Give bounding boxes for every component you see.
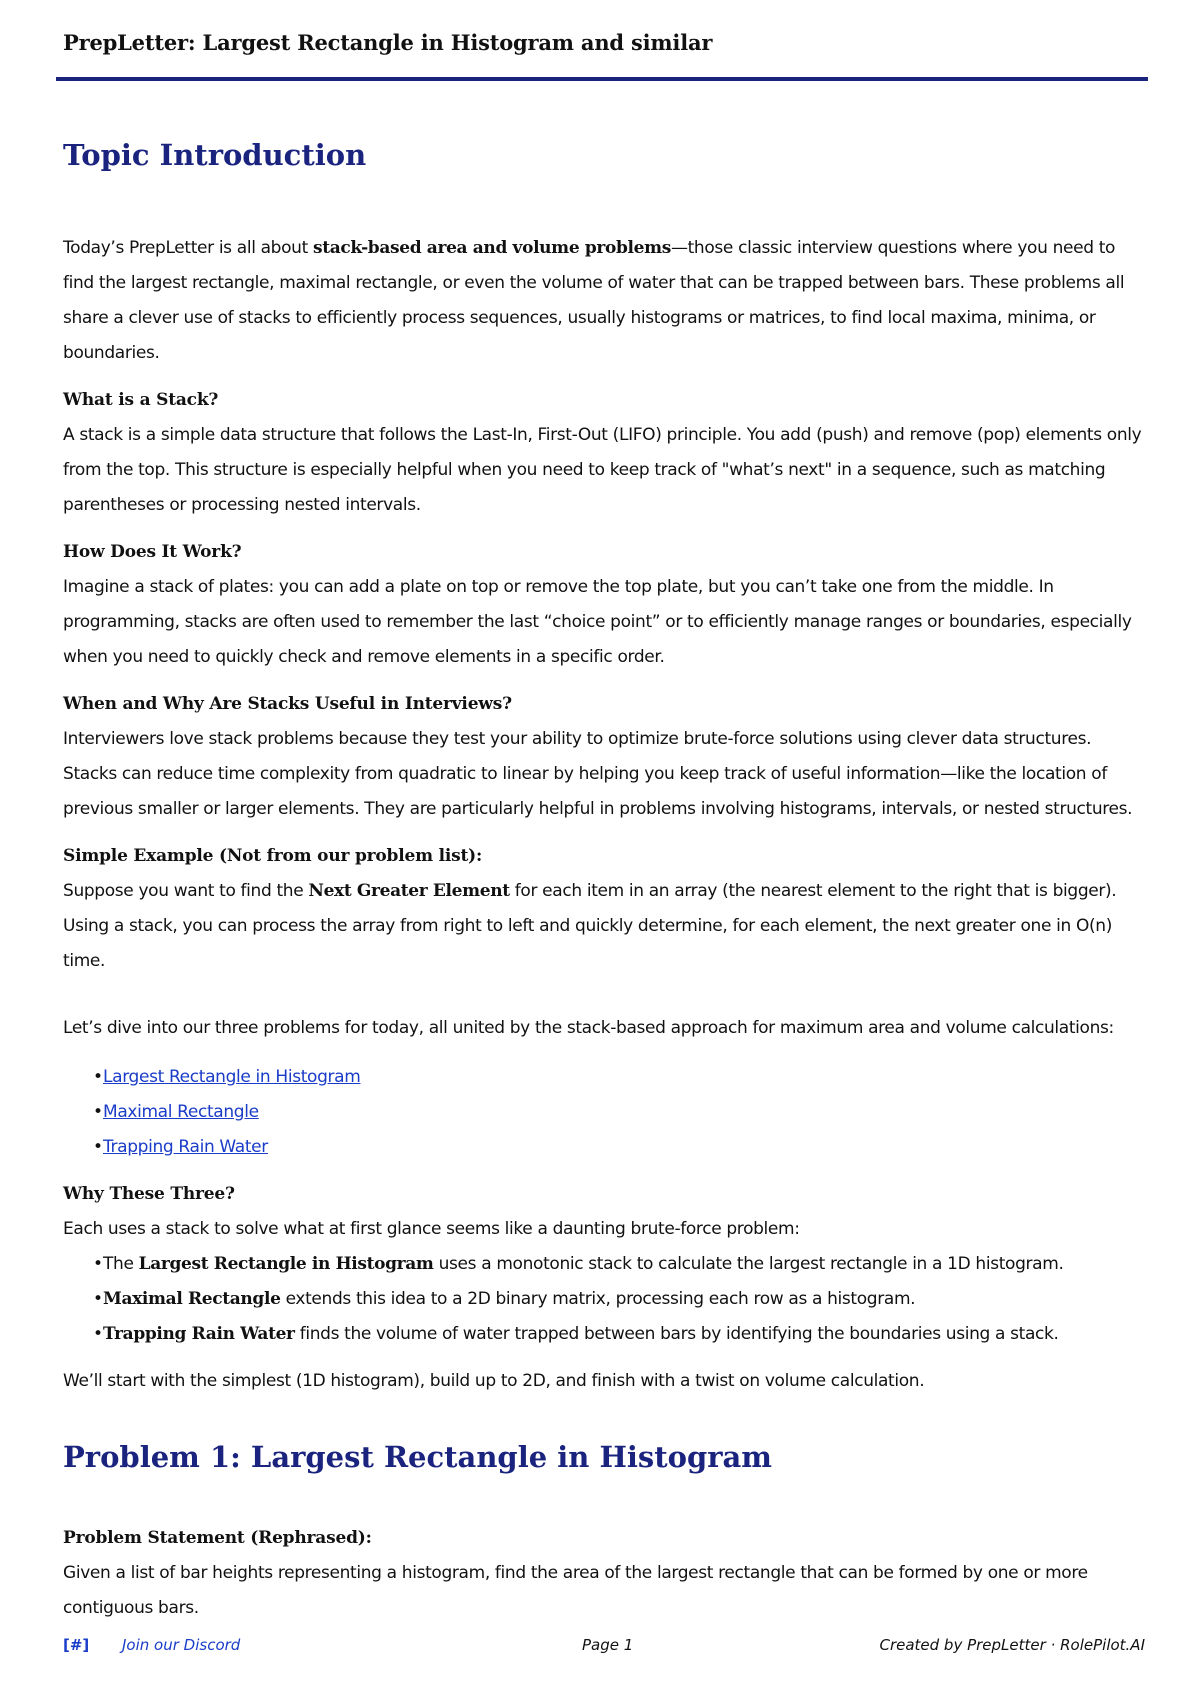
stack-paragraph: A stack is a simple data structure that follows the Last-In, First-Out (LIFO) principle. You add (push) and remove (pop) elements only from the top. This structure is especially helpful when you need to keep track of "what’s next" in a sequence, such as matching parentheses or processing nested intervals. [63, 425, 1142, 515]
example-text-rest: for each item in an array (the nearest element to the right that is bigger). Using a stack, you can process the array from right to left and quickly determine, for each element, the next greater one in O(n) time. [63, 881, 1117, 971]
anchor-link[interactable]: [#] [63, 1636, 90, 1654]
link-maximal-rectangle[interactable]: Maximal Rectangle [103, 1102, 259, 1122]
subheading-how: How Does It Work? [63, 542, 242, 562]
why-item-rest: finds the volume of water trapped between bars by identifying the boundaries using a stack. [294, 1324, 1059, 1344]
why-item-bold: Trapping Rain Water [103, 1324, 295, 1344]
list-item: •Trapping Rain Water [93, 1137, 268, 1157]
subheading-example: Simple Example (Not from our problem list): [63, 846, 483, 866]
example-text-lead: Suppose you want to find the [63, 881, 309, 901]
page-number: Page 1 [582, 1636, 634, 1654]
list-item: •Maximal Rectangle [93, 1102, 259, 1122]
problem-link-list [63, 1060, 1143, 1165]
why-item-bold: Largest Rectangle in Histogram [138, 1254, 434, 1274]
example-paragraph [63, 874, 1143, 979]
document-title: PrepLetter: Largest Rectangle in Histogram and similar [63, 30, 713, 55]
link-trapping-rain-water[interactable]: Trapping Rain Water [103, 1137, 268, 1157]
list-item: •The Largest Rectangle in Histogram uses a monotonic stack to calculate the largest rectangle in a 1D histogram. [93, 1254, 1064, 1274]
dive-paragraph: Let’s dive into our three problems for today, all united by the stack-based approach for maximum area and volume calculations: [63, 1018, 1114, 1038]
subheading-when: When and Why Are Stacks Useful in Interviews? [63, 694, 512, 714]
why-paragraph: Each uses a stack to solve what at first glance seems like a daunting brute-force problem: [63, 1219, 800, 1239]
intro-paragraph [63, 231, 1143, 371]
intro-text-bold: stack-based area and volume problems [312, 238, 671, 258]
why-item-rest: uses a monotonic stack to calculate the largest rectangle in a 1D histogram. [433, 1254, 1064, 1274]
discord-link[interactable]: Join our Discord [122, 1636, 241, 1654]
subheading-why: Why These Three? [63, 1184, 235, 1204]
list-item: •Largest Rectangle in Histogram [93, 1067, 361, 1087]
why-item-bold: Maximal Rectangle [103, 1289, 281, 1309]
link-largest-rectangle[interactable]: Largest Rectangle in Histogram [103, 1067, 361, 1087]
when-paragraph: Interviewers love stack problems because they test your ability to optimize brute-force solutions using clever data structures. Stacks can reduce time complexity from quadratic to linear by helping you keep track of useful information—like the location of previous smaller or larger elements. They are particularly helpful in problems involving histograms, intervals, or nested structures. [63, 729, 1133, 819]
main-content [63, 135, 1143, 1626]
why-item-lead: The [103, 1254, 139, 1274]
how-paragraph: Imagine a stack of plates: you can add a plate on top or remove the top plate, but you can’t take one from the middle. In programming, stacks are often used to remember the last “choice point” or to efficiently manage ranges or boundaries, especially when you need to quickly check and remove elements in a specific order. [63, 577, 1132, 667]
list-item: •Trapping Rain Water finds the volume of water trapped between bars by identifying the boundaries using a stack. [93, 1324, 1059, 1344]
intro-text-lead: Today’s PrepLetter is all about [63, 238, 313, 258]
example-text-bold: Next Greater Element [308, 881, 510, 901]
footer-credit: Created by PrepLetter · RolePilot.AI [879, 1636, 1145, 1654]
why-list [63, 1247, 1143, 1352]
why-item-rest: extends this idea to a 2D binary matrix, processing each row as a histogram. [280, 1289, 916, 1309]
section-heading-problem1: Problem 1: Largest Rectangle in Histogram [63, 1440, 772, 1474]
intro-text-rest: —those classic interview questions where you need to find the largest rectangle, maximal rectangle, or even the volume of water that can be trapped between bars. These problems all share a clever use of stacks to efficiently process sequences, usually histograms or matrices, to find local maxima, minima, or boundaries. [63, 238, 1125, 363]
header-divider [56, 77, 1148, 81]
subheading-stack: What is a Stack? [63, 390, 219, 410]
closing-paragraph: We’ll start with the simplest (1D histogram), build up to 2D, and finish with a twist on volume calculation. [63, 1371, 925, 1391]
page-footer [0, 1636, 1200, 1660]
section-heading-intro: Topic Introduction [63, 138, 367, 172]
subheading-statement: Problem Statement (Rephrased): [63, 1528, 372, 1548]
statement-paragraph: Given a list of bar heights representing a histogram, find the area of the largest rectangle that can be formed by one or more contiguous bars. [63, 1563, 1088, 1618]
list-item: •Maximal Rectangle extends this idea to a 2D binary matrix, processing each row as a histogram. [93, 1289, 916, 1309]
